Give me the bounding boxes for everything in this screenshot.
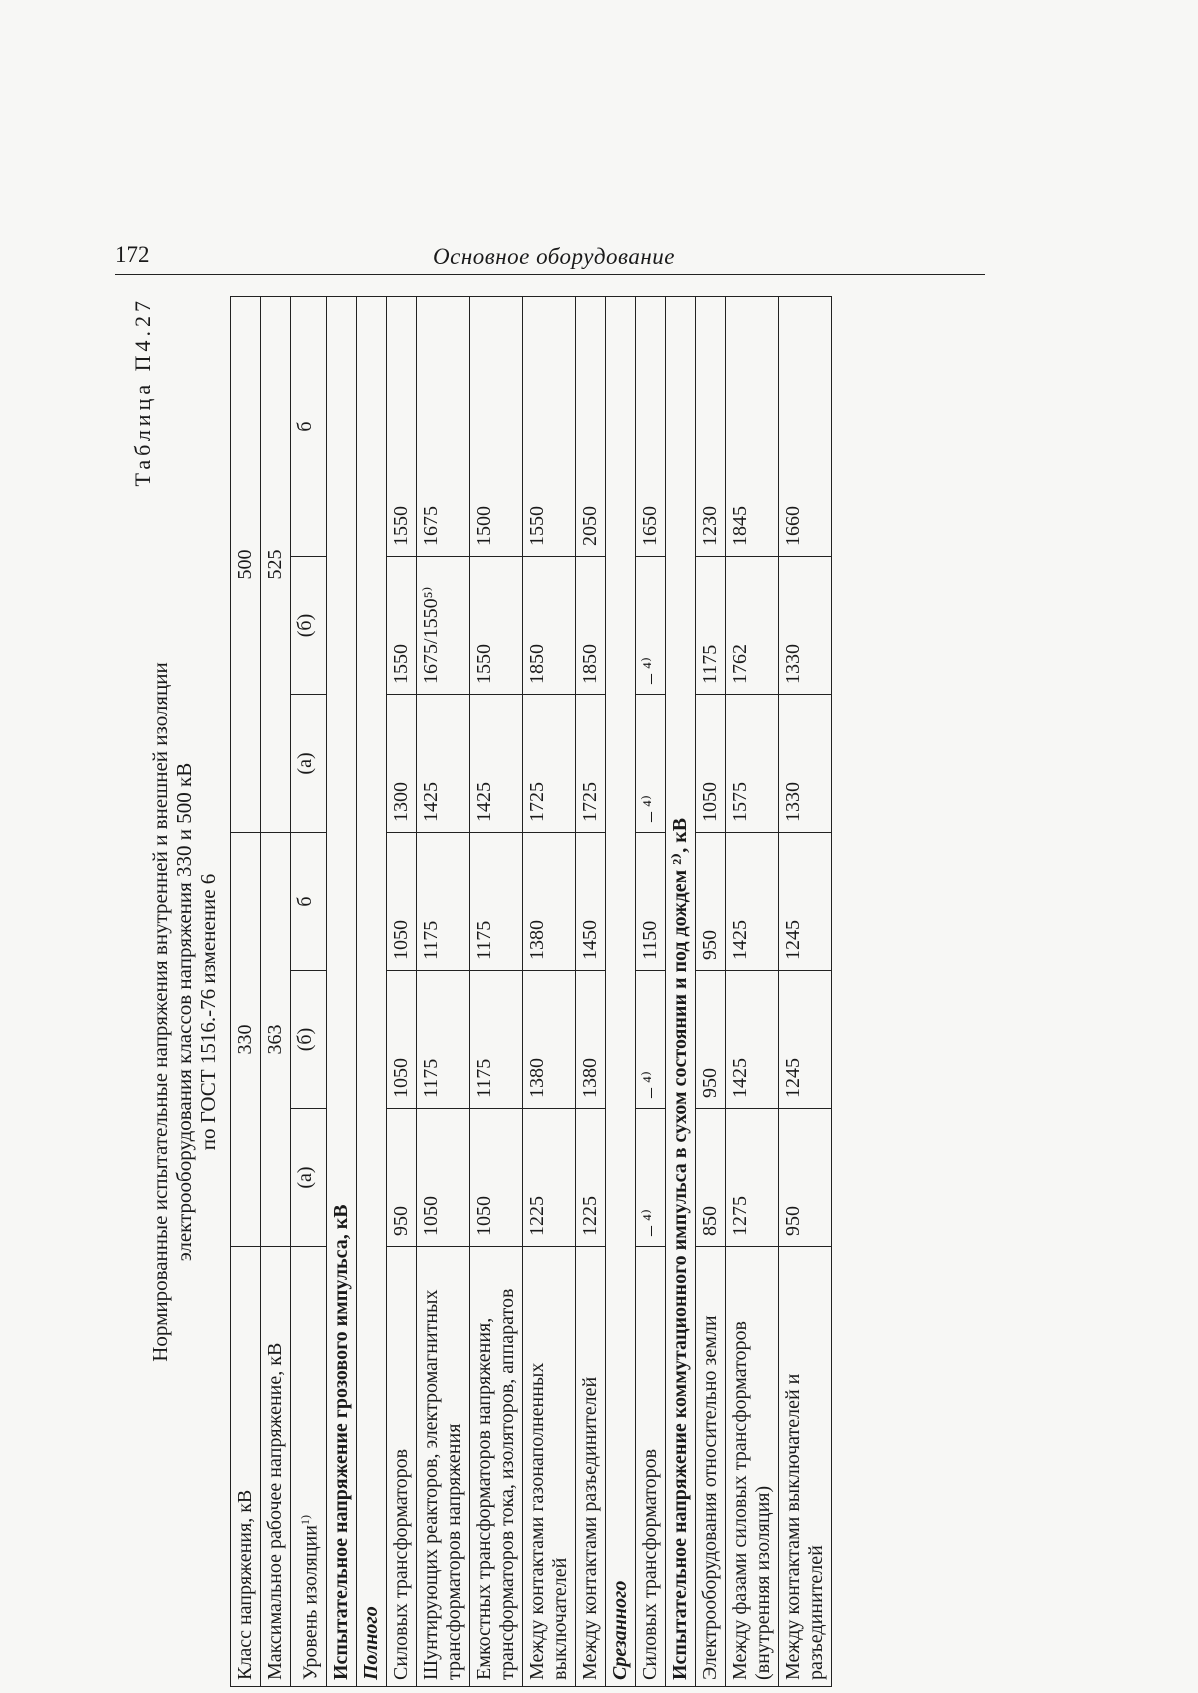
value-cell: 1725 [522, 694, 575, 832]
table-row [386, 296, 416, 1686]
value-cell: 1845 [725, 296, 778, 556]
value-cell: 1675/1550⁵⁾ [416, 556, 469, 694]
page-header [115, 238, 985, 275]
table-row [725, 296, 778, 1686]
table-row [635, 296, 665, 1686]
value-cell: 1380 [522, 832, 575, 970]
value-cell: 950 [778, 1109, 831, 1247]
row-label: Максимальное рабочее напряжение, кВ [261, 1247, 291, 1687]
cell: (б) [291, 556, 327, 694]
table-row [416, 296, 469, 1686]
value-cell: 1050 [469, 1109, 522, 1247]
value-cell: 1175 [416, 971, 469, 1109]
row-label: Силовых трансформаторов [386, 1247, 416, 1687]
cell: (а) [291, 1109, 327, 1247]
table-row [291, 296, 327, 1686]
value-cell: 1550 [386, 296, 416, 556]
value-cell: 1450 [575, 832, 605, 970]
max-voltage-525: 525 [261, 296, 291, 832]
value-cell: 1300 [386, 694, 416, 832]
cell: б [291, 296, 327, 556]
value-cell: 1245 [778, 832, 831, 970]
value-cell: 2050 [575, 296, 605, 556]
table-row [695, 296, 725, 1686]
value-cell: 1550 [469, 556, 522, 694]
subsection-heading: Полного [356, 296, 386, 1686]
test-voltage-table [230, 296, 832, 1687]
value-cell: 1225 [575, 1109, 605, 1247]
row-label: Силовых трансформаторов [635, 1247, 665, 1687]
title-line: электрооборудования классов напряжения 330 и 500 кВ [172, 762, 196, 1262]
value-cell: 1380 [522, 971, 575, 1109]
row-label: Шунтирующих реакторов, электромагнитных трансформаторов напряжения [416, 1247, 469, 1687]
value-cell: 1425 [725, 971, 778, 1109]
row-label: Между контактами разъединителей [575, 1247, 605, 1687]
subsection-row [605, 296, 635, 1686]
row-label: Между контактами газонаполненных выключателей [522, 1247, 575, 1687]
row-label: Класс напряжения, кВ [231, 1247, 261, 1687]
value-cell: 1550 [386, 556, 416, 694]
value-cell: 1245 [778, 971, 831, 1109]
value-cell: 1500 [469, 296, 522, 556]
value-cell: 1150 [635, 832, 665, 970]
value-cell: 1650 [635, 296, 665, 556]
value-cell: 1850 [575, 556, 605, 694]
voltage-class-500: 500 [231, 296, 261, 832]
value-cell: 1175 [469, 971, 522, 1109]
value-cell: 1425 [416, 694, 469, 832]
value-cell: 1175 [695, 556, 725, 694]
rotated-table-block [130, 297, 980, 1687]
footnote-mark: 1) [298, 1515, 312, 1526]
value-cell: 1762 [725, 556, 778, 694]
cell: (а) [291, 694, 327, 832]
table-row [231, 296, 261, 1686]
value-cell: 1050 [386, 832, 416, 970]
value-cell: 950 [386, 1109, 416, 1247]
table-title [148, 437, 220, 1587]
value-cell: – ⁴⁾ [635, 1109, 665, 1247]
title-line: Нормированные испытательные напряжения внутренней и внешней изоляции [148, 662, 172, 1362]
insulation-level-label: Уровень изоляции [299, 1525, 322, 1680]
table-label: Таблица П4.27 [130, 297, 155, 487]
value-cell: 1175 [416, 832, 469, 970]
section-heading: Испытательное напряжение грозового импульса, кВ [326, 296, 356, 1686]
value-cell: – ⁴⁾ [635, 694, 665, 832]
row-label: Электрооборудования относительно земли [695, 1247, 725, 1687]
row-label: Между контактами выключателей и разъединителей [778, 1247, 831, 1687]
row-label [291, 1247, 327, 1687]
value-cell: 1660 [778, 296, 831, 556]
value-cell: 1225 [522, 1109, 575, 1247]
table-row [575, 296, 605, 1686]
table-row [778, 296, 831, 1686]
value-cell: 1675 [416, 296, 469, 556]
value-cell: 950 [695, 832, 725, 970]
value-cell: 1050 [386, 971, 416, 1109]
subsection-row [356, 296, 386, 1686]
value-cell: 1050 [695, 694, 725, 832]
row-label: Между фазами силовых трансформаторов (внутренняя изоляция) [725, 1247, 778, 1687]
value-cell: 1330 [778, 556, 831, 694]
running-title: Основное оборудование [433, 244, 675, 269]
table-row [261, 296, 291, 1686]
value-cell: 1175 [469, 832, 522, 970]
value-cell: 1425 [725, 832, 778, 970]
value-cell: – ⁴⁾ [635, 971, 665, 1109]
value-cell: 1230 [695, 296, 725, 556]
value-cell: 1850 [522, 556, 575, 694]
value-cell: 1050 [416, 1109, 469, 1247]
section-heading-row [326, 296, 356, 1686]
section-heading-row [665, 296, 695, 1686]
table-row [522, 296, 575, 1686]
voltage-class-330: 330 [231, 832, 261, 1246]
max-voltage-363: 363 [261, 832, 291, 1246]
value-cell: 1575 [725, 694, 778, 832]
subsection-heading: Срезанного [605, 296, 635, 1686]
row-label: Емкостных трансформаторов напряжения, трансформаторов тока, изоляторов, аппаратов [469, 1247, 522, 1687]
page-number: 172 [115, 242, 150, 267]
value-cell: 1330 [778, 694, 831, 832]
title-line: по ГОСТ 1516.-76 изменение 6 [196, 873, 220, 1151]
section-heading: Испытательное напряжение коммутационного импульса в сухом состоянии и под дождем ²⁾, кВ [665, 296, 695, 1686]
value-cell: – ⁴⁾ [635, 556, 665, 694]
value-cell: 1550 [522, 296, 575, 556]
value-cell: 1275 [725, 1109, 778, 1247]
value-cell: 1380 [575, 971, 605, 1109]
value-cell: 850 [695, 1109, 725, 1247]
table-row [469, 296, 522, 1686]
value-cell: 1425 [469, 694, 522, 832]
value-cell: 950 [695, 971, 725, 1109]
cell: б [291, 832, 327, 970]
cell: (б) [291, 971, 327, 1109]
value-cell: 1725 [575, 694, 605, 832]
